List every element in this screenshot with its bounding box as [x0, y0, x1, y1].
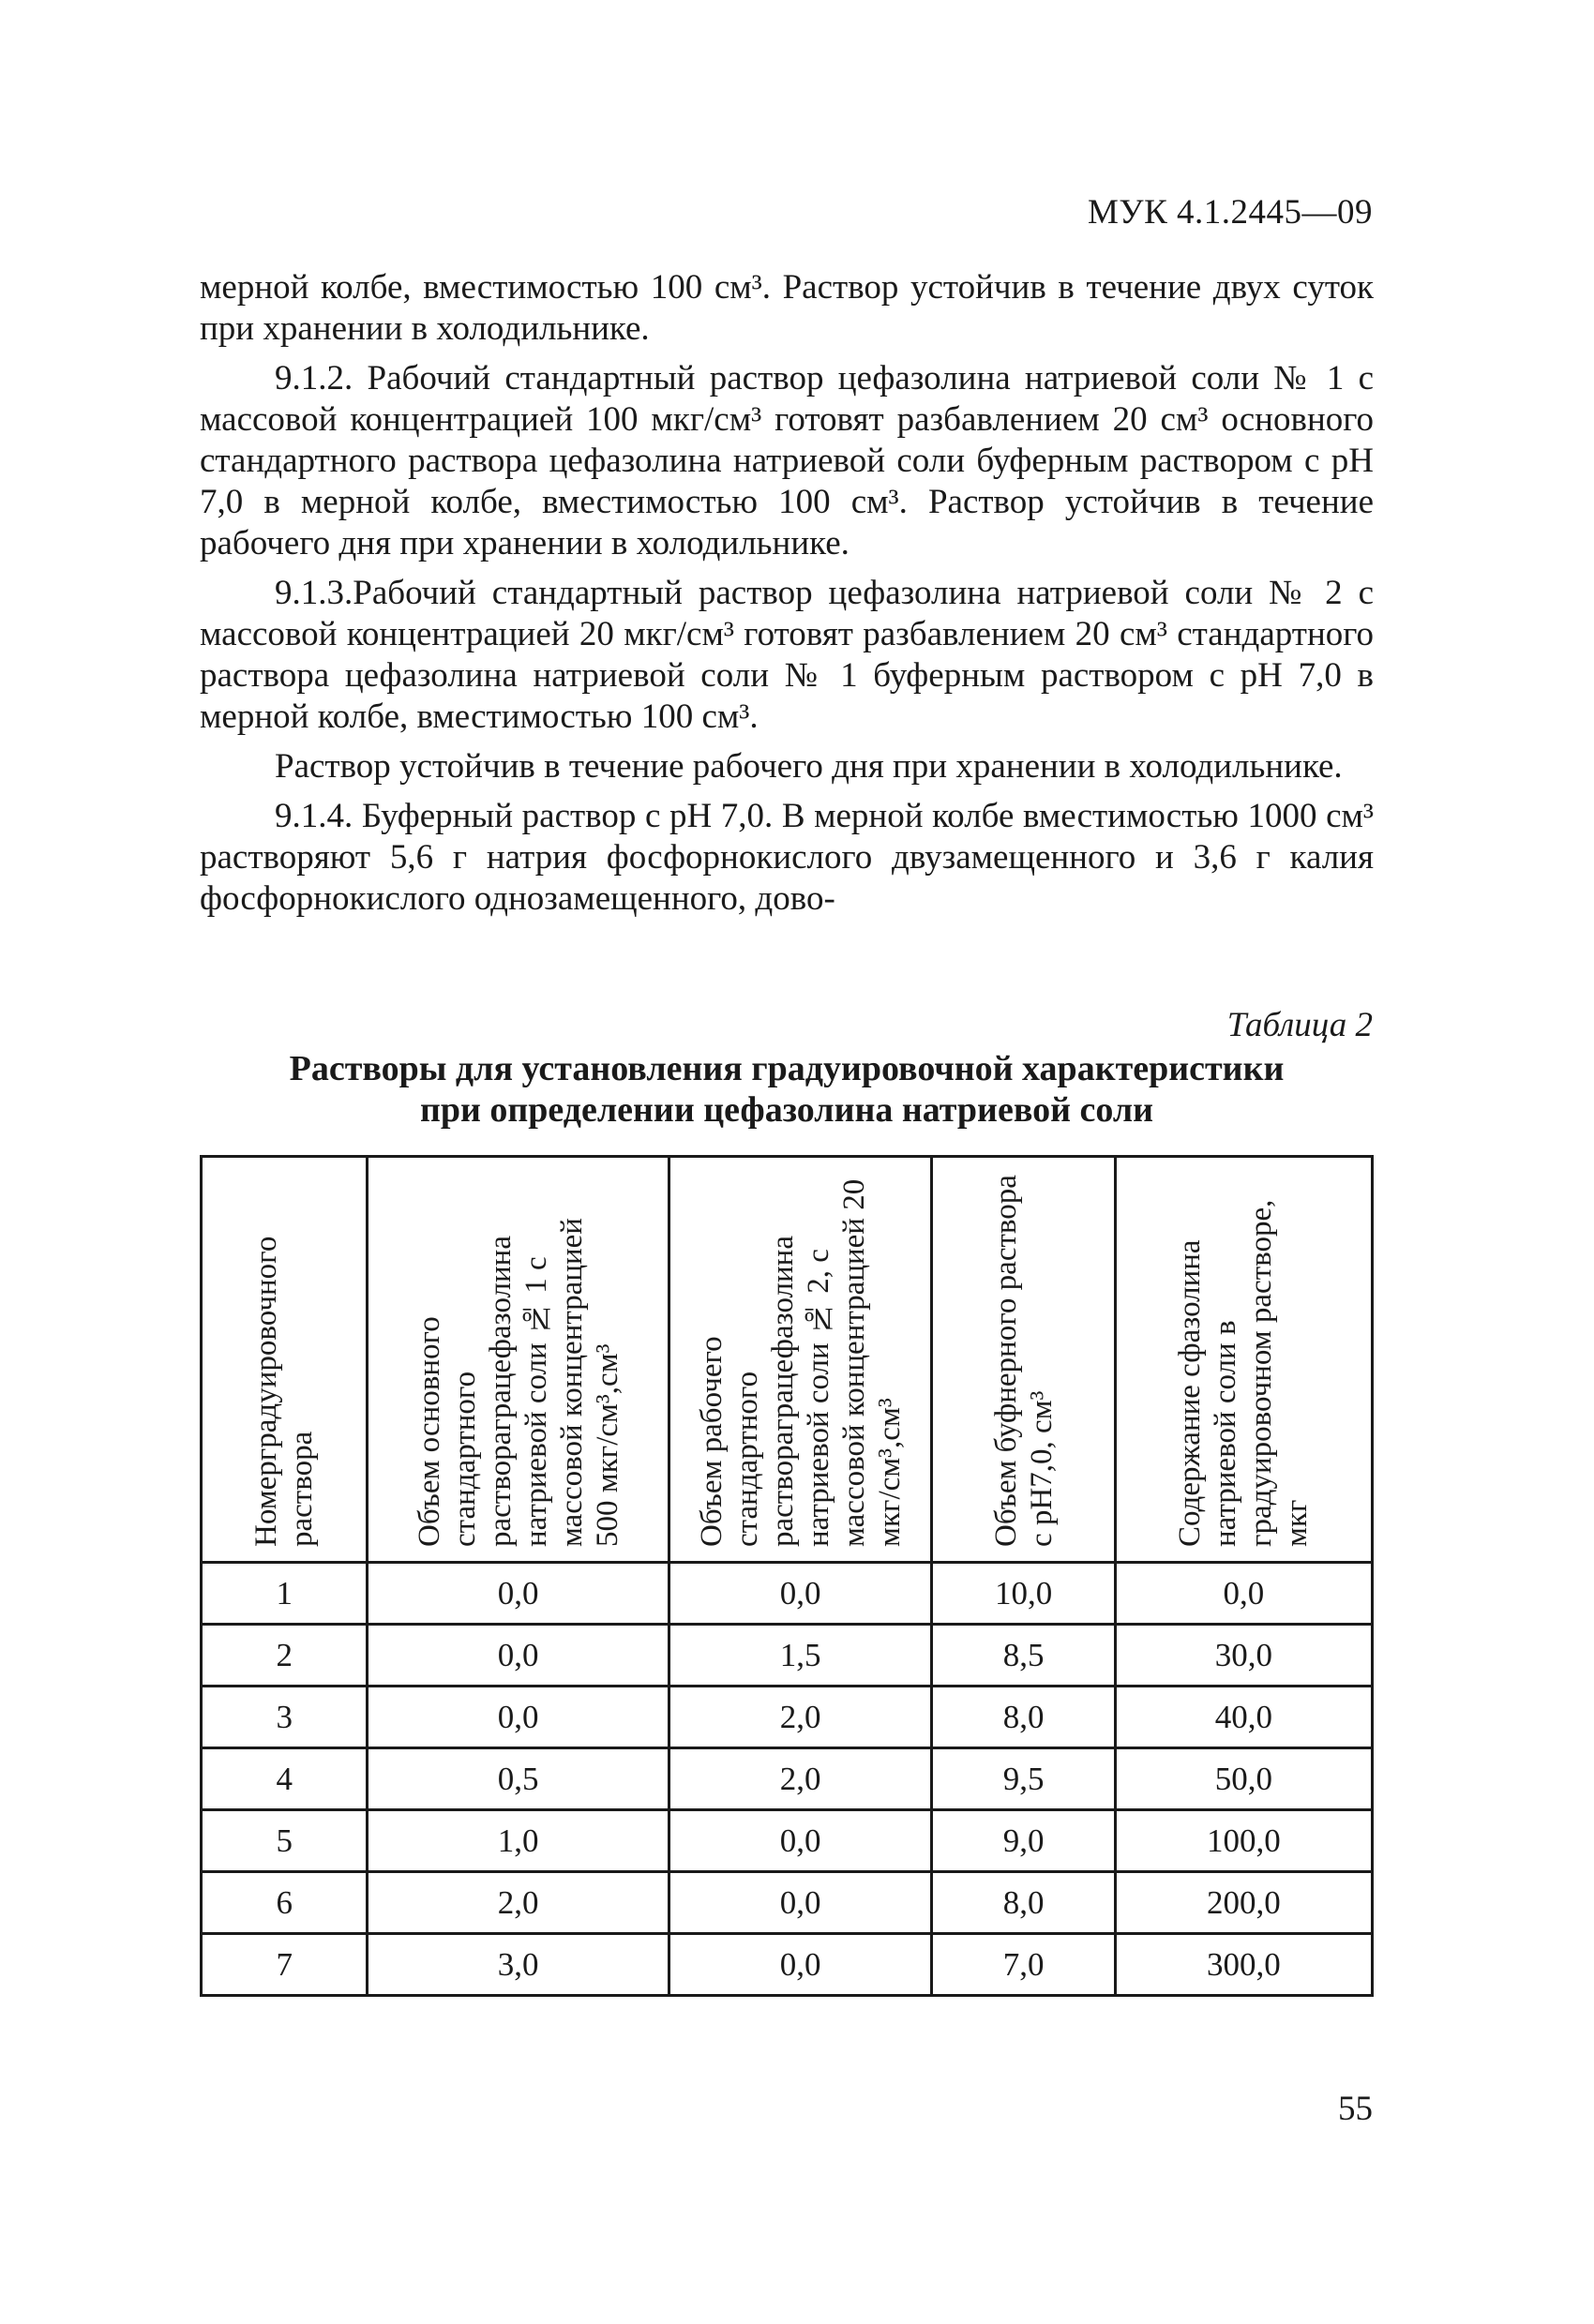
table-cell: 300,0	[1115, 1934, 1372, 1996]
table-cell: 0,0	[368, 1687, 669, 1748]
table-cell: 0,0	[368, 1563, 669, 1625]
paragraph: 9.1.4. Буферный раствор с рН 7,0. В мерной колбе вместимостью 1000 см³ растворяют 5,6 г натрия фосфорнокислого двузамещенного и 3,6 г калия фосфорнокислого однозамещенного, дово-	[200, 797, 1374, 918]
header-label: Объем рабочего стандартного раствораграцефазолина натриевой соли № 2, с массовой концентрацией 20 мкг/см³,см³	[694, 1178, 907, 1547]
table-cell: 4	[202, 1748, 368, 1810]
table-header-row	[202, 1157, 1373, 1563]
table-cell: 2	[202, 1625, 368, 1687]
table-cell: 8,5	[932, 1625, 1115, 1687]
calibration-table	[200, 1155, 1374, 1997]
table-cell: 1,5	[669, 1625, 932, 1687]
table-cell: 50,0	[1115, 1748, 1372, 1810]
table-row	[202, 1934, 1373, 1996]
table-cell: 3	[202, 1687, 368, 1748]
table-row	[202, 1563, 1373, 1625]
paragraph: Раствор устойчив в течение рабочего дня при хранении в холодильнике.	[275, 747, 1343, 786]
table-row	[202, 1748, 1373, 1810]
table-cell: 5	[202, 1810, 368, 1872]
table-cell: 7	[202, 1934, 368, 1996]
table-cell: 0,0	[669, 1563, 932, 1625]
table-caption: Таблица 2	[1226, 1006, 1373, 1044]
header-cell	[932, 1157, 1115, 1563]
body-text	[200, 267, 1374, 928]
page-number: 55	[1338, 2090, 1373, 2128]
table-cell: 9,5	[932, 1748, 1115, 1810]
table-cell: 100,0	[1115, 1810, 1372, 1872]
table-title-line: при определении цефазолина натриевой соли	[419, 1090, 1154, 1130]
header-label: Объем буфнерного раствора с рН7,0, см³	[988, 1175, 1059, 1547]
table-cell: 0,5	[368, 1748, 669, 1810]
table-cell: 2,0	[669, 1748, 932, 1810]
header-cell	[368, 1157, 669, 1563]
table-row	[202, 1872, 1373, 1934]
table-cell: 3,0	[368, 1934, 669, 1996]
table-row	[202, 1810, 1373, 1872]
table-cell: 0,0	[669, 1872, 932, 1934]
table-cell: 0,0	[1115, 1563, 1372, 1625]
table-title-line: Растворы для установления градуировочной характеристики	[289, 1049, 1285, 1088]
header-cell	[1115, 1157, 1372, 1563]
paragraph: 9.1.2. Рабочий стандартный раствор цефазолина натриевой соли № 1 с массовой концентрацией 100 мкг/см³ готовят разбавлением 20 см³ основного стандартного раствора цефазолина натриевой соли буферным раствором с рН 7,0 в мерной колбе, вместимостью 100 см³. Раствор устойчив в течение рабочего дня при хранении в холодильнике.	[200, 359, 1374, 562]
header-cell	[202, 1157, 368, 1563]
table-cell: 1	[202, 1563, 368, 1625]
table-cell: 8,0	[932, 1687, 1115, 1748]
table-cell: 2,0	[368, 1872, 669, 1934]
header-label: Номерградуировочного раствора	[249, 1236, 320, 1547]
table-cell: 10,0	[932, 1563, 1115, 1625]
paragraph: мерной колбе, вместимостью 100 см³. Раствор устойчив в течение двух суток при хранении в холодильнике.	[200, 268, 1374, 348]
table-cell: 7,0	[932, 1934, 1115, 1996]
table-cell: 40,0	[1115, 1687, 1372, 1748]
table-cell: 0,0	[368, 1625, 669, 1687]
header-label: Содержание сфазолина натриевой соли в градуировочном растворе, мкг	[1173, 1199, 1315, 1547]
table-cell: 9,0	[932, 1810, 1115, 1872]
table-cell: 2,0	[669, 1687, 932, 1748]
table-cell: 200,0	[1115, 1872, 1372, 1934]
document-code: МУК 4.1.2445—09	[1087, 193, 1373, 232]
table-cell: 1,0	[368, 1810, 669, 1872]
header-cell	[669, 1157, 932, 1563]
table-cell: 8,0	[932, 1872, 1115, 1934]
table-cell: 30,0	[1115, 1625, 1372, 1687]
table-title	[200, 1048, 1374, 1131]
table-cell: 6	[202, 1872, 368, 1934]
table-cell: 0,0	[669, 1934, 932, 1996]
table-cell: 0,0	[669, 1810, 932, 1872]
table-row	[202, 1687, 1373, 1748]
table-row	[202, 1625, 1373, 1687]
header-label: Объем основного стандартного раствораграцефазолина натриевой соли № 1 с массовой концентрацией 500 мкг/см³,см³	[412, 1218, 624, 1547]
paragraph: 9.1.3.Рабочий стандартный раствор цефазолина натриевой соли № 2 с массовой концентрацией 20 мкг/см³ готовят разбавлением 20 см³ стандартного раствора цефазолина натриевой соли № 1 буферным раствором с рН 7,0 в мерной колбе, вместимостью 100 см³.	[200, 574, 1374, 736]
